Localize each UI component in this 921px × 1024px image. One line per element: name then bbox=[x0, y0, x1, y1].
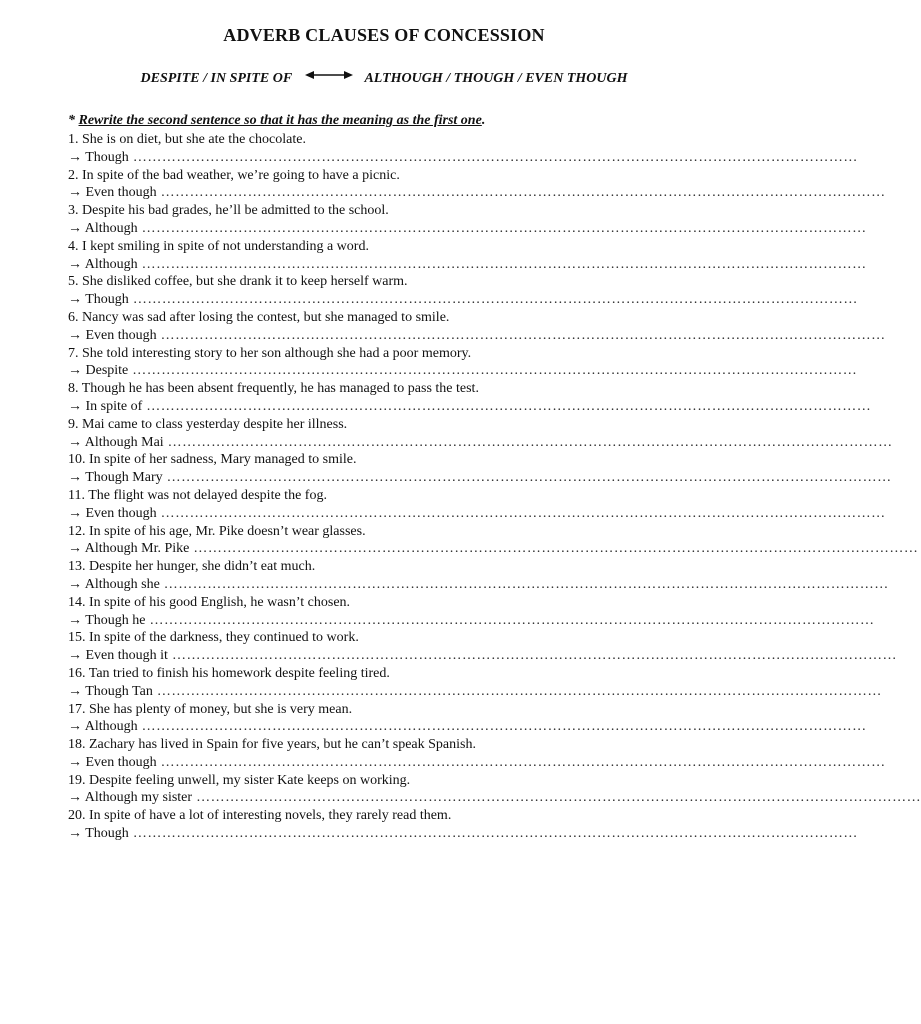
answer-prompt: → In spite of bbox=[68, 398, 143, 414]
answer-blank[interactable]: …………………………………………………………………………………………………………………………………… bbox=[163, 576, 889, 592]
answer-blank[interactable]: …………………………………………………………………………………………………………………………………… bbox=[149, 612, 875, 628]
answer-prompt: → Even though bbox=[68, 327, 157, 343]
answer-blank[interactable]: …………………………………………………………………………………………………………………………………… bbox=[141, 719, 867, 735]
answer-prompt: → Though bbox=[68, 826, 129, 842]
answer-prompt: → Though he bbox=[68, 612, 146, 628]
subtitle-left: DESPITE / IN SPITE OF bbox=[140, 71, 292, 87]
double-arrow-icon bbox=[305, 69, 353, 85]
answer-line bbox=[68, 149, 858, 167]
answer-line bbox=[68, 220, 867, 238]
answer-line bbox=[68, 434, 893, 452]
answer-prompt: → Although bbox=[68, 719, 138, 735]
answer-blank[interactable]: …………………………………………………………………………………………………………………………………… bbox=[171, 648, 897, 664]
exercise-sentence: 11. The flight was not delayed despite the fog. bbox=[68, 487, 327, 503]
answer-prompt: → Even though bbox=[68, 185, 157, 201]
answer-blank[interactable]: …………………………………………………………………………………………………………………………………… bbox=[160, 185, 886, 201]
exercise-sentence: 10. In spite of her sadness, Mary managed to smile. bbox=[68, 452, 357, 468]
exercise-sentence: 8. Though he has been absent frequently, he has managed to pass the test. bbox=[68, 381, 479, 397]
answer-line bbox=[68, 789, 921, 807]
instruction-prefix: * bbox=[68, 113, 79, 128]
worksheet-title: ADVERB CLAUSES OF CONCESSION bbox=[223, 25, 545, 45]
exercise-sentence: 12. In spite of his age, Mr. Pike doesn’t wear glasses. bbox=[68, 523, 366, 539]
exercise-sentence: 7. She told interesting story to her son although she had a poor memory. bbox=[68, 345, 472, 361]
answer-prompt: → Though Mary bbox=[68, 470, 163, 486]
answer-line bbox=[68, 505, 886, 523]
exercise-sentence: 6. Nancy was sad after losing the contest, but she managed to smile. bbox=[68, 309, 450, 325]
answer-prompt: → Although bbox=[68, 256, 138, 272]
answer-line bbox=[68, 825, 858, 843]
exercise-sentence: 20. In spite of have a lot of interesting novels, they rarely read them. bbox=[68, 808, 452, 824]
exercise-sentence: 14. In spite of his good English, he wasn’t chosen. bbox=[68, 594, 351, 610]
answer-prompt: → Though bbox=[68, 292, 129, 308]
answer-blank[interactable]: …………………………………………………………………………………………………………………………………… bbox=[141, 256, 867, 272]
answer-prompt: → Despite bbox=[68, 363, 129, 379]
exercise-sentence: 13. Despite her hunger, she didn’t eat much. bbox=[68, 559, 316, 575]
answer-line bbox=[68, 540, 919, 558]
answer-prompt: → Although Mr. Pike bbox=[68, 541, 190, 557]
answer-prompt: → Even though it bbox=[68, 648, 168, 664]
exercise-sentence: 4. I kept smiling in spite of not understanding a word. bbox=[68, 238, 369, 254]
exercise-sentence: 1. She is on diet, but she ate the chocolate. bbox=[68, 132, 306, 147]
answer-prompt: → Even though bbox=[68, 754, 157, 770]
answer-line bbox=[68, 576, 889, 594]
answer-blank[interactable]: …………………………………………………………………………………………………………………………………… bbox=[132, 292, 858, 308]
answer-blank[interactable]: …………………………………………………………………………………………………………………………………… bbox=[146, 398, 872, 414]
answer-prompt: → Although my sister bbox=[68, 790, 193, 806]
exercise-sentence: 19. Despite feeling unwell, my sister Kate keeps on working. bbox=[68, 772, 411, 788]
answer-line bbox=[68, 718, 867, 736]
answer-blank[interactable]: …………………………………………………………………………………………………………………………………… bbox=[156, 683, 882, 699]
exercise-list bbox=[68, 131, 921, 843]
instruction-suffix: . bbox=[481, 113, 486, 128]
answer-line bbox=[68, 362, 858, 380]
instruction-line bbox=[68, 113, 485, 129]
answer-prompt: → Though bbox=[68, 149, 129, 165]
exercise-sentence: 9. Mai came to class yesterday despite her illness. bbox=[68, 416, 348, 432]
answer-blank[interactable]: …………………………………………………………………………………………………………………………………… bbox=[132, 826, 858, 842]
answer-line bbox=[68, 469, 892, 487]
answer-blank[interactable]: …………………………………………………………………………………………………………………………………… bbox=[160, 327, 886, 343]
instruction-text: Rewrite the second sentence so that it has the meaning as the first one bbox=[78, 113, 482, 128]
answer-prompt: → Even though bbox=[68, 505, 157, 521]
exercise-sentence: 18. Zachary has lived in Spain for five years, but he can’t speak Spanish. bbox=[68, 737, 476, 753]
subtitle-right: ALTHOUGH / THOUGH / EVEN THOUGH bbox=[364, 71, 628, 87]
answer-line bbox=[68, 291, 858, 309]
exercise-sentence: 2. In spite of the bad weather, we’re going to have a picnic. bbox=[68, 167, 400, 183]
answer-line bbox=[68, 398, 872, 416]
answer-line bbox=[68, 256, 867, 274]
answer-prompt: → Although bbox=[68, 220, 138, 236]
answer-blank[interactable]: …………………………………………………………………………………………………………………………………… bbox=[166, 470, 892, 486]
answer-line bbox=[68, 647, 897, 665]
answer-blank[interactable]: …………………………………………………………………………………………………………………………………… bbox=[193, 541, 919, 557]
answer-prompt: → Although Mai bbox=[68, 434, 164, 450]
answer-blank[interactable]: …………………………………………………………………………………………………………………………………… bbox=[132, 363, 858, 379]
answer-blank[interactable]: …………………………………………………………………………………………………………………………………… bbox=[196, 790, 921, 806]
answer-line bbox=[68, 683, 882, 701]
exercise-sentence: 16. Tan tried to finish his homework despite feeling tired. bbox=[68, 665, 390, 681]
answer-blank[interactable]: …………………………………………………………………………………………………………………………………… bbox=[167, 434, 893, 450]
answer-prompt: → Though Tan bbox=[68, 683, 153, 699]
answer-blank[interactable]: …………………………………………………………………………………………………………………………………… bbox=[160, 505, 886, 521]
answer-blank[interactable]: …………………………………………………………………………………………………………………………………… bbox=[141, 220, 867, 236]
answer-line bbox=[68, 754, 886, 772]
exercise-sentence: 15. In spite of the darkness, they continued to work. bbox=[68, 630, 359, 646]
answer-line bbox=[68, 612, 875, 630]
answer-blank[interactable]: …………………………………………………………………………………………………………………………………… bbox=[132, 149, 858, 165]
exercise-sentence: 3. Despite his bad grades, he’ll be admitted to the school. bbox=[68, 203, 389, 219]
answer-line bbox=[68, 184, 886, 202]
exercise-sentence: 17. She has plenty of money, but she is very mean. bbox=[68, 701, 353, 717]
answer-blank[interactable]: …………………………………………………………………………………………………………………………………… bbox=[160, 754, 886, 770]
exercise-sentence: 5. She disliked coffee, but she drank it to keep herself warm. bbox=[68, 274, 408, 290]
answer-line bbox=[68, 327, 886, 345]
worksheet-subtitle bbox=[0, 71, 768, 87]
answer-prompt: → Although she bbox=[68, 576, 160, 592]
